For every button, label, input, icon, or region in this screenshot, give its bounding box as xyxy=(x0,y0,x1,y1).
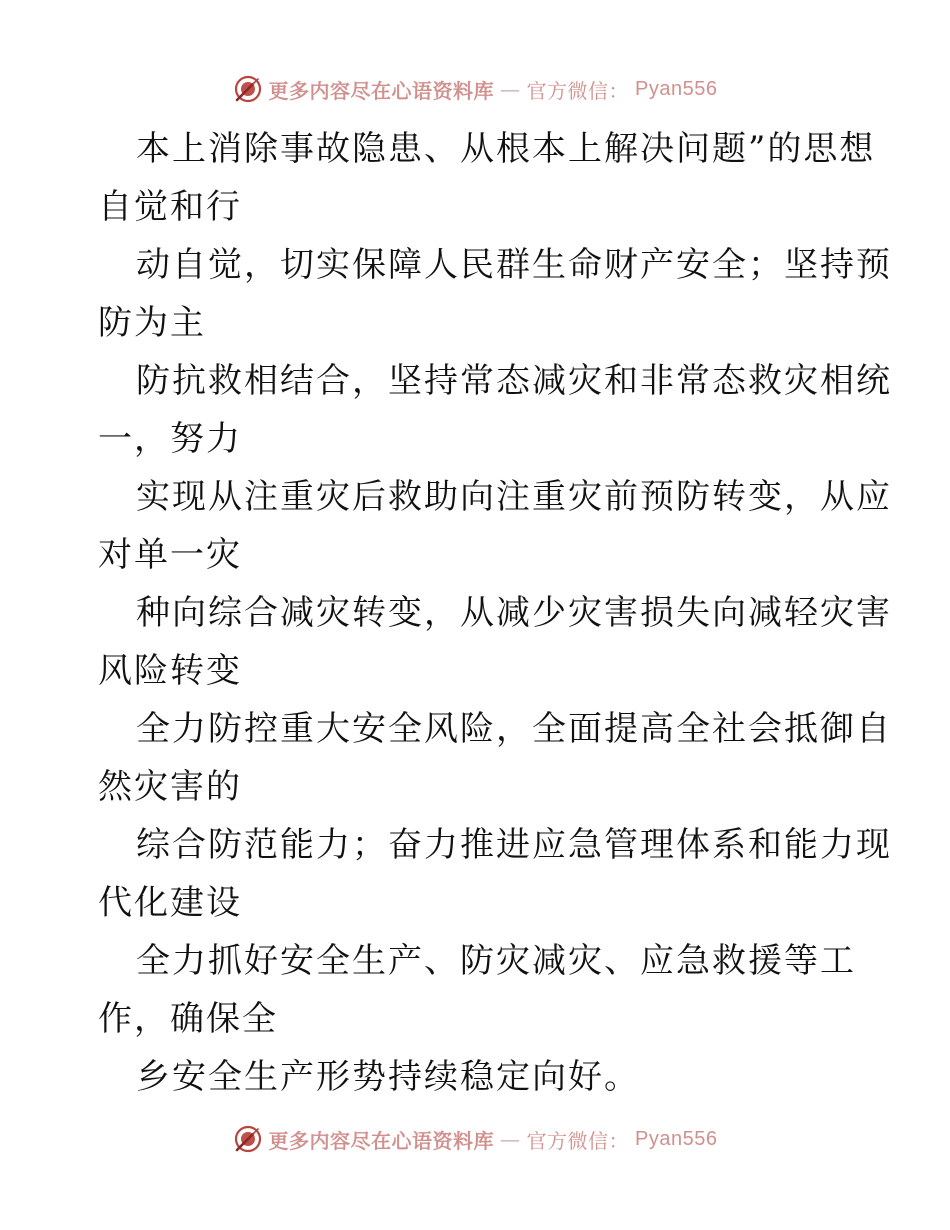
watermark-wechat-id: Pyan556 xyxy=(635,77,718,100)
paragraph-line: 作，确保全 xyxy=(98,999,278,1039)
paragraph-line: 本上消除事故隐患、从根本上解决问题”的思想 xyxy=(136,129,876,169)
paragraph-line: 风险转变 xyxy=(98,651,242,691)
paragraph-line: 防抗救相结合，坚持常态减灾和非常态救灾相统 xyxy=(136,361,892,401)
paragraph-line: 全力防控重大安全风险，全面提高全社会抵御自 xyxy=(136,709,892,749)
watermark-official-label: 官方微信： xyxy=(526,78,630,103)
watermark-official-label: 官方微信： xyxy=(526,1128,630,1153)
paragraph-line: 动自觉，切实保障人民群生命财产安全；坚持预 xyxy=(136,245,892,285)
paragraph-line: 乡安全生产形势持续稳定向好。 xyxy=(136,1057,640,1097)
watermark-separator: — xyxy=(500,77,521,101)
paragraph-line: 实现从注重灾后救助向注重灾前预防转变，从应 xyxy=(136,477,892,517)
body-text xyxy=(98,120,892,1106)
paragraph-line: 全力抓好安全生产、防灾减灾、应急救援等工 xyxy=(136,941,856,981)
pen-seal-icon xyxy=(233,1124,263,1154)
paragraph-line: 代化建设 xyxy=(98,883,242,923)
paragraph-line: 自觉和行 xyxy=(98,187,242,227)
header-watermark xyxy=(0,74,950,104)
pen-seal-icon xyxy=(233,74,263,104)
paragraph-line: 种向综合减灾转变，从减少灾害损失向减轻灾害 xyxy=(136,593,892,633)
paragraph-line: 防为主 xyxy=(98,303,206,343)
watermark-wechat-id: Pyan556 xyxy=(635,1127,718,1150)
paragraph-line: 综合防范能力；奋力推进应急管理体系和能力现 xyxy=(136,825,892,865)
watermark-brand: 更多内容尽在心语资料库 xyxy=(268,78,495,103)
paragraph-line: 对单一灾 xyxy=(98,535,242,575)
watermark-brand: 更多内容尽在心语资料库 xyxy=(268,1128,495,1153)
paragraph-line: 然灾害的 xyxy=(98,767,242,807)
paragraph-line: 一，努力 xyxy=(98,419,242,459)
watermark-separator: — xyxy=(500,1127,521,1151)
footer-watermark xyxy=(0,1124,950,1154)
